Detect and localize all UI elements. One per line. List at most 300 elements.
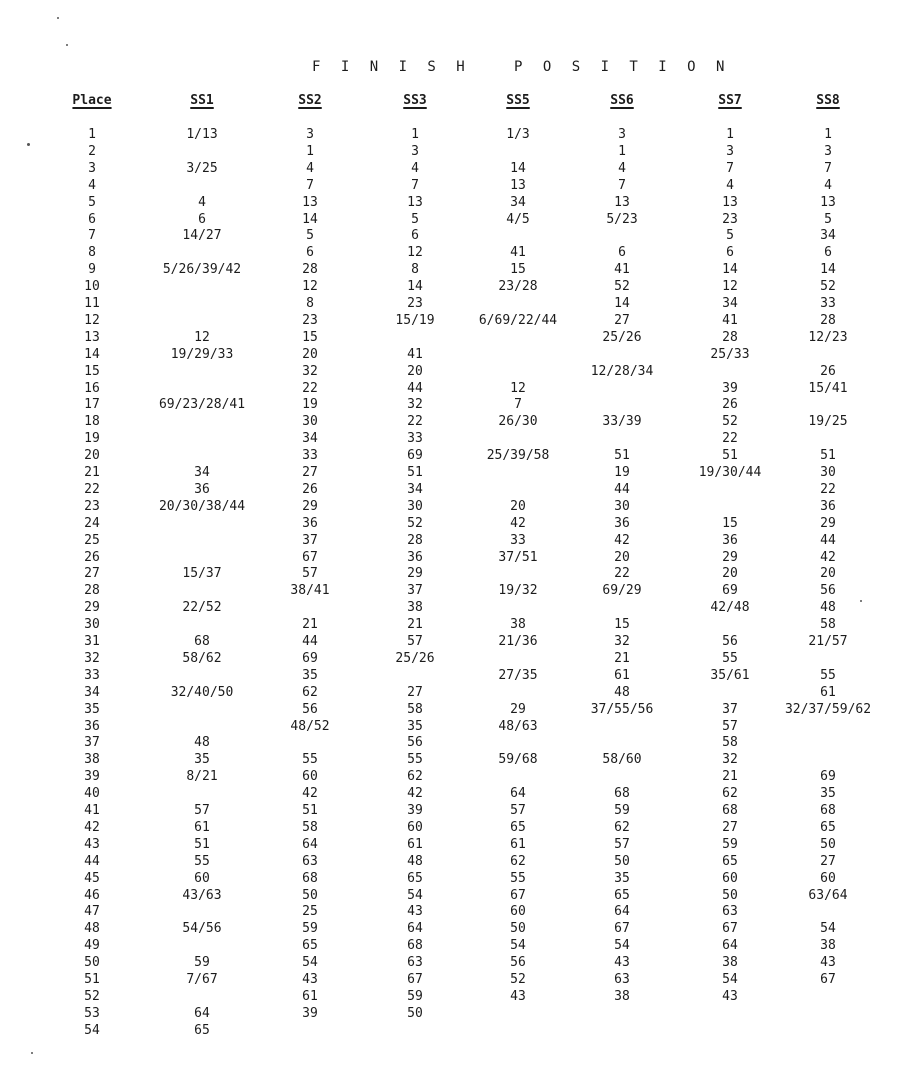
- finish-cell-ss2: 13: [302, 194, 318, 210]
- finish-cell-ss6: 62: [614, 819, 630, 835]
- place-cell: 26: [84, 549, 100, 565]
- finish-cell-ss7: 4: [726, 177, 734, 193]
- place-cell: 39: [84, 769, 100, 785]
- finish-cell-ss2: 30: [302, 414, 318, 430]
- finish-cell-ss3: 25/26: [395, 650, 435, 666]
- finish-cell-ss2: 36: [302, 515, 318, 531]
- finish-cell-ss5: 19/32: [498, 583, 538, 599]
- finish-cell-ss6: 36: [614, 515, 630, 531]
- finish-cell-ss2: 56: [302, 701, 318, 717]
- finish-cell-ss6: 48: [614, 684, 630, 700]
- finish-cell-ss5: 34: [510, 194, 526, 210]
- finish-cell-ss2: 21: [302, 617, 318, 633]
- column-header-ss8: SS8: [816, 93, 840, 108]
- finish-cell-ss7: 58: [722, 735, 738, 751]
- finish-cell-ss8: 32/37/59/62: [784, 701, 872, 717]
- finish-cell-ss5: 21/36: [498, 634, 538, 649]
- finish-cell-ss5: 20: [510, 498, 526, 514]
- place-cell: 44: [84, 853, 100, 869]
- finish-cell-ss8: 6: [824, 245, 832, 261]
- place-cell: 15: [84, 363, 100, 379]
- finish-cell-ss8: 67: [820, 972, 836, 987]
- finish-cell-ss5: 54: [510, 938, 526, 954]
- finish-cell-ss6: 54: [614, 938, 630, 954]
- finish-cell-ss8: 56: [820, 583, 836, 599]
- finish-cell-ss7: 28: [722, 329, 738, 345]
- finish-cell-ss8: 44: [820, 532, 836, 548]
- finish-cell-ss7: 21: [722, 769, 738, 785]
- finish-cell-ss8: 43: [820, 955, 836, 971]
- finish-cell-ss3: 8: [411, 262, 419, 278]
- finish-cell-ss6: 19: [614, 465, 630, 480]
- finish-cell-ss1: 20/30/38/44: [158, 498, 246, 514]
- place-cell: 33: [84, 667, 100, 683]
- finish-cell-ss1: 51: [194, 836, 210, 852]
- finish-cell-ss8: 29: [820, 515, 836, 531]
- finish-cell-ss2: 35: [302, 667, 318, 683]
- finish-cell-ss3: 61: [407, 836, 423, 852]
- finish-cell-ss7: 68: [722, 803, 738, 818]
- finish-cell-ss6: 5/23: [606, 211, 638, 227]
- finish-cell-ss1: 14/27: [182, 228, 222, 244]
- finish-cell-ss2: 59: [302, 921, 318, 937]
- paper-speck: [57, 17, 59, 19]
- finish-cell-ss3: 13: [407, 194, 423, 210]
- finish-cell-ss8: 4: [824, 177, 832, 193]
- finish-cell-ss7: 25/33: [710, 346, 750, 362]
- finish-cell-ss8: 35: [820, 786, 836, 802]
- finish-cell-ss1: 55: [194, 853, 210, 869]
- finish-cell-ss8: 28: [820, 312, 836, 328]
- finish-cell-ss8: 50: [820, 836, 836, 852]
- finish-cell-ss2: 1: [306, 143, 314, 159]
- finish-cell-ss1: 35: [194, 752, 210, 768]
- finish-cell-ss3: 43: [407, 904, 423, 920]
- finish-cell-ss6: 59: [614, 803, 630, 818]
- column-header-ss5: SS5: [506, 93, 530, 108]
- finish-cell-ss3: 68: [407, 938, 423, 954]
- finish-cell-ss3: 12: [407, 245, 423, 261]
- finish-cell-ss2: 68: [302, 870, 318, 886]
- finish-cell-ss1: 5/26/39/42: [162, 262, 242, 278]
- finish-cell-ss1: 15/37: [182, 566, 222, 582]
- finish-cell-ss6: 57: [614, 836, 630, 852]
- place-cell: 24: [84, 515, 100, 531]
- finish-cell-ss5: 27/35: [498, 667, 538, 683]
- finish-cell-ss3: 44: [407, 380, 423, 396]
- place-cell: 21: [84, 465, 100, 480]
- finish-cell-ss7: 64: [722, 938, 738, 954]
- finish-cell-ss3: 20: [407, 363, 423, 379]
- finish-cell-ss7: 1: [726, 127, 734, 142]
- finish-cell-ss3: 64: [407, 921, 423, 937]
- finish-cell-ss2: 12: [302, 279, 318, 295]
- place-cell: 20: [84, 448, 100, 464]
- finish-cell-ss8: 65: [820, 819, 836, 835]
- place-cell: 27: [84, 566, 100, 582]
- finish-cell-ss8: 61: [820, 684, 836, 700]
- finish-cell-ss8: 27: [820, 853, 836, 869]
- finish-cell-ss8: 22: [820, 481, 836, 497]
- finish-cell-ss5: 41: [510, 245, 526, 261]
- finish-cell-ss8: 48: [820, 600, 836, 616]
- finish-cell-ss8: 42: [820, 549, 836, 565]
- finish-cell-ss3: 6: [411, 228, 419, 244]
- finish-cell-ss6: 43: [614, 955, 630, 971]
- place-cell: 48: [84, 921, 100, 937]
- finish-cell-ss3: 5: [411, 211, 419, 227]
- finish-cell-ss3: 51: [407, 465, 423, 480]
- finish-cell-ss7: 7: [726, 160, 734, 176]
- finish-cell-ss7: 56: [722, 634, 738, 649]
- finish-cell-ss2: 51: [302, 803, 318, 818]
- finish-cell-ss1: 64: [194, 1005, 210, 1021]
- finish-cell-ss6: 1: [618, 143, 626, 159]
- finish-cell-ss6: 30: [614, 498, 630, 514]
- finish-cell-ss2: 19: [302, 397, 318, 413]
- finish-cell-ss1: 19/29/33: [170, 346, 234, 362]
- finish-cell-ss6: 13: [614, 194, 630, 210]
- paper-speck: [66, 44, 68, 46]
- finish-cell-ss5: 13: [510, 177, 526, 193]
- finish-cell-ss3: 33: [407, 431, 423, 447]
- finish-cell-ss3: 52: [407, 515, 423, 531]
- finish-cell-ss2: 38/41: [290, 583, 330, 599]
- finish-cell-ss8: 3: [824, 143, 832, 159]
- finish-cell-ss2: 65: [302, 938, 318, 954]
- finish-cell-ss2: 32: [302, 363, 318, 379]
- place-cell: 36: [84, 718, 100, 734]
- finish-cell-ss7: 6: [726, 245, 734, 261]
- finish-cell-ss5: 48/63: [498, 718, 538, 734]
- finish-cell-ss6: 22: [614, 566, 630, 582]
- finish-cell-ss7: 15: [722, 515, 738, 531]
- finish-cell-ss3: 15/19: [395, 312, 435, 328]
- place-cell: 42: [84, 819, 100, 835]
- finish-cell-ss7: 23: [722, 211, 738, 227]
- finish-cell-ss2: 14: [302, 211, 318, 227]
- finish-cell-ss2: 63: [302, 853, 318, 869]
- finish-cell-ss5: 56: [510, 955, 526, 971]
- finish-cell-ss7: 60: [722, 870, 738, 886]
- place-cell: 37: [84, 735, 100, 751]
- finish-cell-ss3: 22: [407, 414, 423, 430]
- place-cell: 43: [84, 836, 100, 852]
- finish-cell-ss5: 43: [510, 988, 526, 1004]
- paper-speck: [31, 1052, 33, 1054]
- place-cell: 53: [84, 1005, 100, 1021]
- finish-cell-ss8: 34: [820, 228, 836, 244]
- finish-cell-ss8: 5: [824, 211, 832, 227]
- finish-cell-ss6: 68: [614, 786, 630, 802]
- finish-cell-ss6: 6: [618, 245, 626, 261]
- finish-cell-ss2: 33: [302, 448, 318, 464]
- finish-cell-ss5: 4/5: [506, 211, 530, 227]
- place-cell: 6: [88, 211, 96, 227]
- finish-cell-ss7: 42/48: [710, 600, 750, 616]
- finish-cell-ss8: 52: [820, 279, 836, 295]
- finish-cell-ss2: 34: [302, 431, 318, 447]
- place-cell: 2: [88, 143, 96, 159]
- finish-cell-ss7: 22: [722, 431, 738, 447]
- finish-cell-ss3: 35: [407, 718, 423, 734]
- place-cell: 31: [84, 634, 100, 649]
- finish-cell-ss5: 29: [510, 701, 526, 717]
- finish-cell-ss7: 3: [726, 143, 734, 159]
- finish-cell-ss3: 60: [407, 819, 423, 835]
- finish-cell-ss2: 26: [302, 481, 318, 497]
- finish-cell-ss3: 37: [407, 583, 423, 599]
- finish-cell-ss1: 57: [194, 803, 210, 818]
- finish-cell-ss7: 37: [722, 701, 738, 717]
- place-cell: 47: [84, 904, 100, 920]
- finish-cell-ss2: 69: [302, 650, 318, 666]
- place-cell: 5: [88, 194, 96, 210]
- finish-cell-ss1: 8/21: [186, 769, 218, 785]
- finish-cell-ss8: 63/64: [808, 887, 848, 903]
- finish-cell-ss6: 35: [614, 870, 630, 886]
- finish-cell-ss7: 34: [722, 296, 738, 311]
- finish-cell-ss8: 14: [820, 262, 836, 278]
- finish-cell-ss1: 1/13: [186, 127, 218, 142]
- finish-cell-ss3: 3: [411, 143, 419, 159]
- finish-cell-ss2: 64: [302, 836, 318, 852]
- finish-cell-ss8: 12/23: [808, 329, 848, 345]
- finish-cell-ss7: 39: [722, 380, 738, 396]
- finish-cell-ss3: 56: [407, 735, 423, 751]
- finish-cell-ss8: 26: [820, 363, 836, 379]
- finish-cell-ss1: 43/63: [182, 887, 222, 903]
- place-cell: 10: [84, 279, 100, 295]
- finish-cell-ss8: 36: [820, 498, 836, 514]
- finish-cell-ss2: 3: [306, 127, 314, 142]
- finish-cell-ss6: 64: [614, 904, 630, 920]
- finish-cell-ss6: 33/39: [602, 414, 642, 430]
- finish-cell-ss7: 63: [722, 904, 738, 920]
- paper-speck: [860, 600, 862, 602]
- finish-cell-ss2: 42: [302, 786, 318, 802]
- finish-cell-ss2: 6: [306, 245, 314, 261]
- place-cell: 30: [84, 617, 100, 633]
- finish-cell-ss6: 42: [614, 532, 630, 548]
- finish-cell-ss2: 60: [302, 769, 318, 785]
- finish-cell-ss2: 62: [302, 684, 318, 700]
- place-cell: 29: [84, 600, 100, 616]
- finish-cell-ss2: 5: [306, 228, 314, 244]
- place-cell: 49: [84, 938, 100, 954]
- finish-cell-ss6: 50: [614, 853, 630, 869]
- finish-cell-ss5: 60: [510, 904, 526, 920]
- finish-cell-ss7: 59: [722, 836, 738, 852]
- finish-cell-ss5: 62: [510, 853, 526, 869]
- finish-cell-ss5: 55: [510, 870, 526, 886]
- finish-cell-ss5: 1/3: [506, 127, 530, 142]
- finish-cell-ss5: 38: [510, 617, 526, 633]
- finish-cell-ss1: 36: [194, 481, 210, 497]
- finish-cell-ss2: 39: [302, 1005, 318, 1021]
- finish-cell-ss2: 15: [302, 329, 318, 345]
- finish-cell-ss2: 43: [302, 972, 318, 987]
- finish-cell-ss2: 54: [302, 955, 318, 971]
- finish-cell-ss6: 32: [614, 634, 630, 649]
- finish-cell-ss6: 63: [614, 972, 630, 987]
- place-cell: 18: [84, 414, 100, 430]
- finish-cell-ss3: 63: [407, 955, 423, 971]
- finish-cell-ss8: 1: [824, 127, 832, 142]
- finish-cell-ss5: 52: [510, 972, 526, 987]
- finish-cell-ss5: 37/51: [498, 549, 538, 565]
- finish-cell-ss5: 61: [510, 836, 526, 852]
- finish-cell-ss5: 33: [510, 532, 526, 548]
- finish-cell-ss6: 44: [614, 481, 630, 497]
- finish-cell-ss1: 32/40/50: [170, 684, 234, 700]
- finish-cell-ss3: 58: [407, 701, 423, 717]
- finish-cell-ss5: 26/30: [498, 414, 538, 430]
- finish-cell-ss2: 67: [302, 549, 318, 565]
- finish-cell-ss6: 65: [614, 887, 630, 903]
- place-cell: 12: [84, 312, 100, 328]
- place-cell: 13: [84, 329, 100, 345]
- finish-cell-ss2: 25: [302, 904, 318, 920]
- finish-cell-ss1: 22/52: [182, 600, 222, 616]
- finish-cell-ss7: 27: [722, 819, 738, 835]
- place-cell: 3: [88, 160, 96, 176]
- finish-cell-ss8: 19/25: [808, 414, 848, 430]
- finish-cell-ss6: 21: [614, 650, 630, 666]
- finish-cell-ss7: 35/61: [710, 667, 750, 683]
- finish-cell-ss7: 52: [722, 414, 738, 430]
- finish-cell-ss5: 23/28: [498, 279, 538, 295]
- finish-cell-ss2: 55: [302, 752, 318, 768]
- finish-cell-ss7: 57: [722, 718, 738, 734]
- finish-cell-ss6: 7: [618, 177, 626, 193]
- column-header-ss7: SS7: [718, 93, 742, 108]
- finish-cell-ss5: 15: [510, 262, 526, 278]
- finish-cell-ss6: 14: [614, 296, 630, 311]
- finish-cell-ss8: 20: [820, 566, 836, 582]
- place-cell: 50: [84, 955, 100, 971]
- finish-cell-ss2: 22: [302, 380, 318, 396]
- place-cell: 38: [84, 752, 100, 768]
- finish-cell-ss5: 64: [510, 786, 526, 802]
- finish-cell-ss6: 38: [614, 988, 630, 1004]
- finish-cell-ss6: 20: [614, 549, 630, 565]
- finish-cell-ss3: 57: [407, 634, 423, 649]
- finish-cell-ss6: 37/55/56: [590, 701, 654, 717]
- place-cell: 9: [88, 262, 96, 278]
- finish-cell-ss5: 65: [510, 819, 526, 835]
- finish-cell-ss3: 65: [407, 870, 423, 886]
- place-cell: 7: [88, 228, 96, 244]
- finish-cell-ss8: 58: [820, 617, 836, 633]
- finish-cell-ss5: 14: [510, 160, 526, 176]
- finish-cell-ss3: 41: [407, 346, 423, 362]
- finish-cell-ss3: 67: [407, 972, 423, 987]
- finish-cell-ss3: 23: [407, 296, 423, 311]
- finish-cell-ss7: 29: [722, 549, 738, 565]
- finish-cell-ss1: 54/56: [182, 921, 222, 937]
- finish-cell-ss3: 59: [407, 988, 423, 1004]
- place-cell: 16: [84, 380, 100, 396]
- column-header-place: Place: [72, 93, 112, 108]
- finish-cell-ss2: 28: [302, 262, 318, 278]
- finish-cell-ss6: 27: [614, 312, 630, 328]
- finish-cell-ss8: 15/41: [808, 380, 848, 396]
- place-cell: 32: [84, 650, 100, 666]
- finish-cell-ss1: 6: [198, 211, 206, 227]
- finish-cell-ss1: 34: [194, 465, 210, 480]
- finish-cell-ss6: 61: [614, 667, 630, 683]
- finish-cell-ss2: 23: [302, 312, 318, 328]
- finish-cell-ss7: 32: [722, 752, 738, 768]
- finish-cell-ss8: 13: [820, 194, 836, 210]
- finish-cell-ss7: 13: [722, 194, 738, 210]
- column-header-ss1: SS1: [190, 93, 214, 108]
- finish-cell-ss7: 51: [722, 448, 738, 464]
- finish-cell-ss1: 12: [194, 329, 210, 345]
- finish-cell-ss6: 52: [614, 279, 630, 295]
- finish-cell-ss1: 4: [198, 194, 206, 210]
- finish-cell-ss5: 25/39/58: [486, 448, 550, 464]
- finish-cell-ss5: 57: [510, 803, 526, 818]
- finish-cell-ss7: 36: [722, 532, 738, 548]
- place-cell: 46: [84, 887, 100, 903]
- finish-cell-ss3: 7: [411, 177, 419, 193]
- finish-cell-ss3: 4: [411, 160, 419, 176]
- finish-cell-ss1: 48: [194, 735, 210, 751]
- finish-cell-ss3: 14: [407, 279, 423, 295]
- finish-cell-ss8: 33: [820, 296, 836, 311]
- place-cell: 4: [88, 177, 96, 193]
- finish-cell-ss8: 54: [820, 921, 836, 937]
- finish-cell-ss6: 51: [614, 448, 630, 464]
- finish-cell-ss3: 30: [407, 498, 423, 514]
- place-cell: 22: [84, 481, 100, 497]
- finish-cell-ss7: 5: [726, 228, 734, 244]
- finish-cell-ss1: 68: [194, 634, 210, 649]
- finish-cell-ss8: 68: [820, 803, 836, 818]
- finish-cell-ss5: 7: [514, 397, 522, 413]
- finish-cell-ss8: 21/57: [808, 634, 848, 649]
- finish-cell-ss1: 60: [194, 870, 210, 886]
- finish-cell-ss3: 48: [407, 853, 423, 869]
- finish-cell-ss3: 34: [407, 481, 423, 497]
- column-header-ss6: SS6: [610, 93, 634, 108]
- finish-cell-ss8: 7: [824, 160, 832, 176]
- finish-cell-ss1: 65: [194, 1022, 210, 1038]
- finish-cell-ss5: 12: [510, 380, 526, 396]
- finish-cell-ss2: 37: [302, 532, 318, 548]
- finish-cell-ss1: 61: [194, 819, 210, 835]
- finish-cell-ss3: 32: [407, 397, 423, 413]
- place-cell: 28: [84, 583, 100, 599]
- finish-cell-ss2: 8: [306, 296, 314, 311]
- finish-cell-ss8: 69: [820, 769, 836, 785]
- finish-cell-ss6: 41: [614, 262, 630, 278]
- finish-cell-ss2: 61: [302, 988, 318, 1004]
- place-cell: 40: [84, 786, 100, 802]
- finish-cell-ss2: 4: [306, 160, 314, 176]
- finish-cell-ss6: 12/28/34: [590, 363, 654, 379]
- finish-cell-ss2: 48/52: [290, 718, 330, 734]
- finish-cell-ss7: 50: [722, 887, 738, 903]
- finish-cell-ss3: 54: [407, 887, 423, 903]
- place-cell: 23: [84, 498, 100, 514]
- place-cell: 19: [84, 431, 100, 447]
- finish-cell-ss1: 58/62: [182, 650, 222, 666]
- finish-cell-ss5: 67: [510, 887, 526, 903]
- finish-cell-ss6: 69/29: [602, 583, 642, 599]
